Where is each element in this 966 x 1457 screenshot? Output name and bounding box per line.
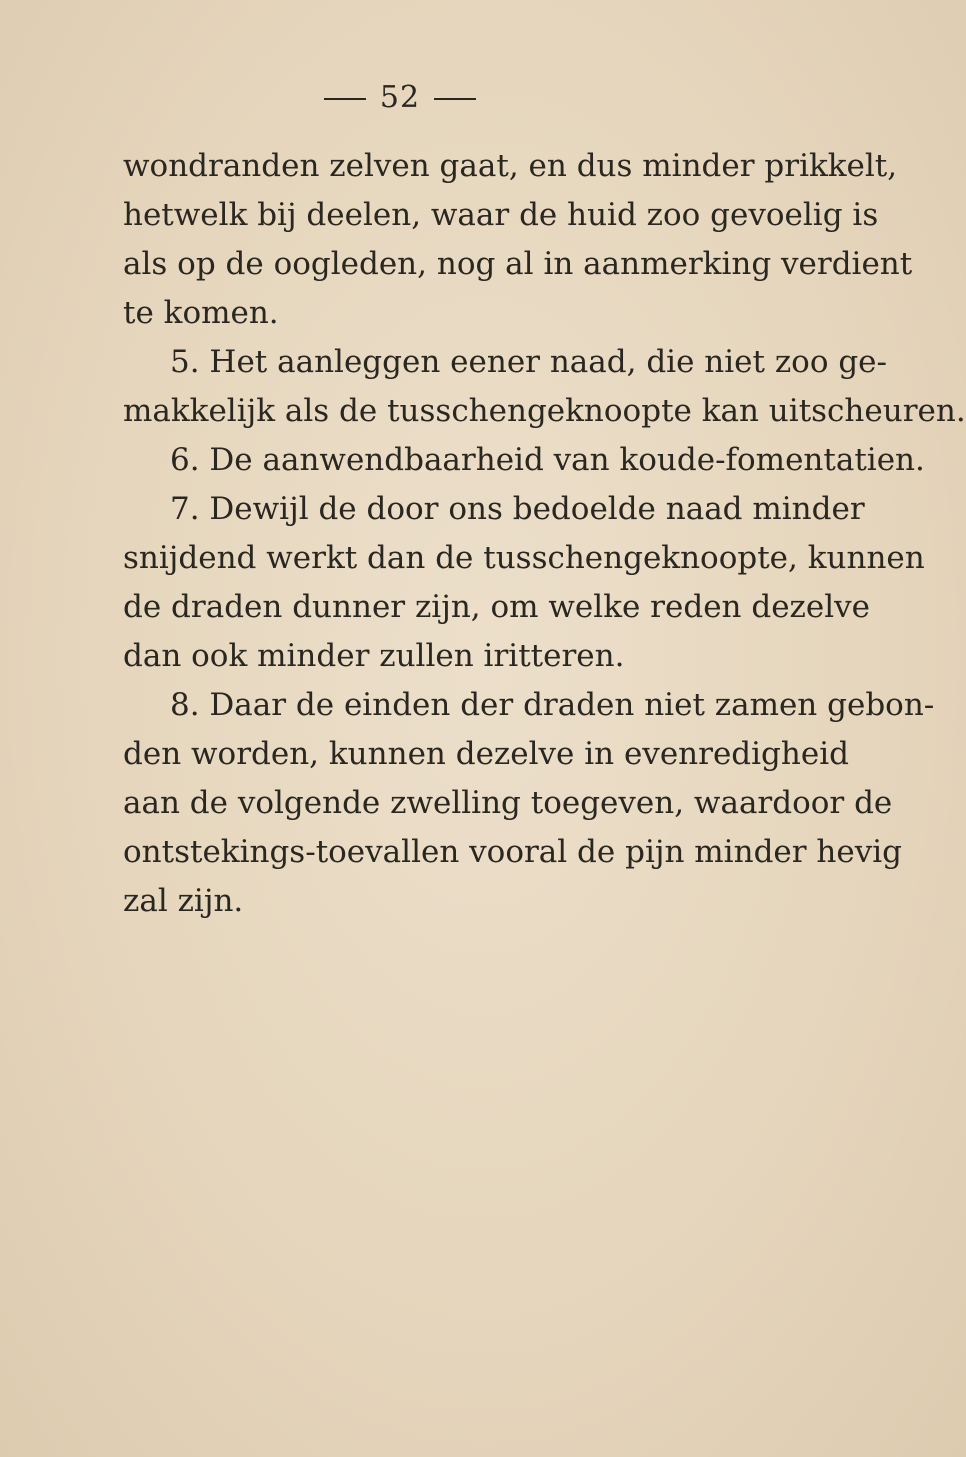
text-line: zal zijn. xyxy=(123,883,244,919)
text-line: snijdend werkt dan de tusschengeknoopte, kunnen xyxy=(123,540,925,576)
text-line: 8. Daar de einden der draden niet zamen gebon- xyxy=(170,687,935,723)
page-number: 52 xyxy=(379,80,421,115)
text-line: hetwelk bij deelen, waar de huid zoo gevoelig is xyxy=(123,197,879,233)
text-line: makkelijk als de tusschengeknoopte kan uitscheuren. xyxy=(123,393,966,429)
text-line: 5. Het aanleggen eener naad, die niet zoo ge- xyxy=(170,344,887,380)
text-line: als op de oogleden, nog al in aanmerking verdient xyxy=(123,246,913,282)
header-dash-left xyxy=(324,98,366,100)
text-line: ontstekings-toevallen vooral de pijn minder hevig xyxy=(123,834,903,870)
page-header xyxy=(0,78,800,118)
text-line: wondranden zelven gaat, en dus minder prikkelt, xyxy=(123,148,898,184)
header-dash-right xyxy=(434,98,476,100)
text-line: aan de volgende zwelling toegeven, waardoor de xyxy=(123,785,893,821)
text-line: dan ook minder zullen iritteren. xyxy=(123,638,625,674)
text-line: de draden dunner zijn, om welke reden dezelve xyxy=(123,589,870,625)
text-line: 7. Dewijl de door ons bedoelde naad minder xyxy=(170,491,865,527)
text-line: 6. De aanwendbaarheid van koude-fomentatien. xyxy=(170,442,925,478)
text-line: den worden, kunnen dezelve in evenredigheid xyxy=(123,736,849,772)
text-line: te komen. xyxy=(123,295,279,331)
